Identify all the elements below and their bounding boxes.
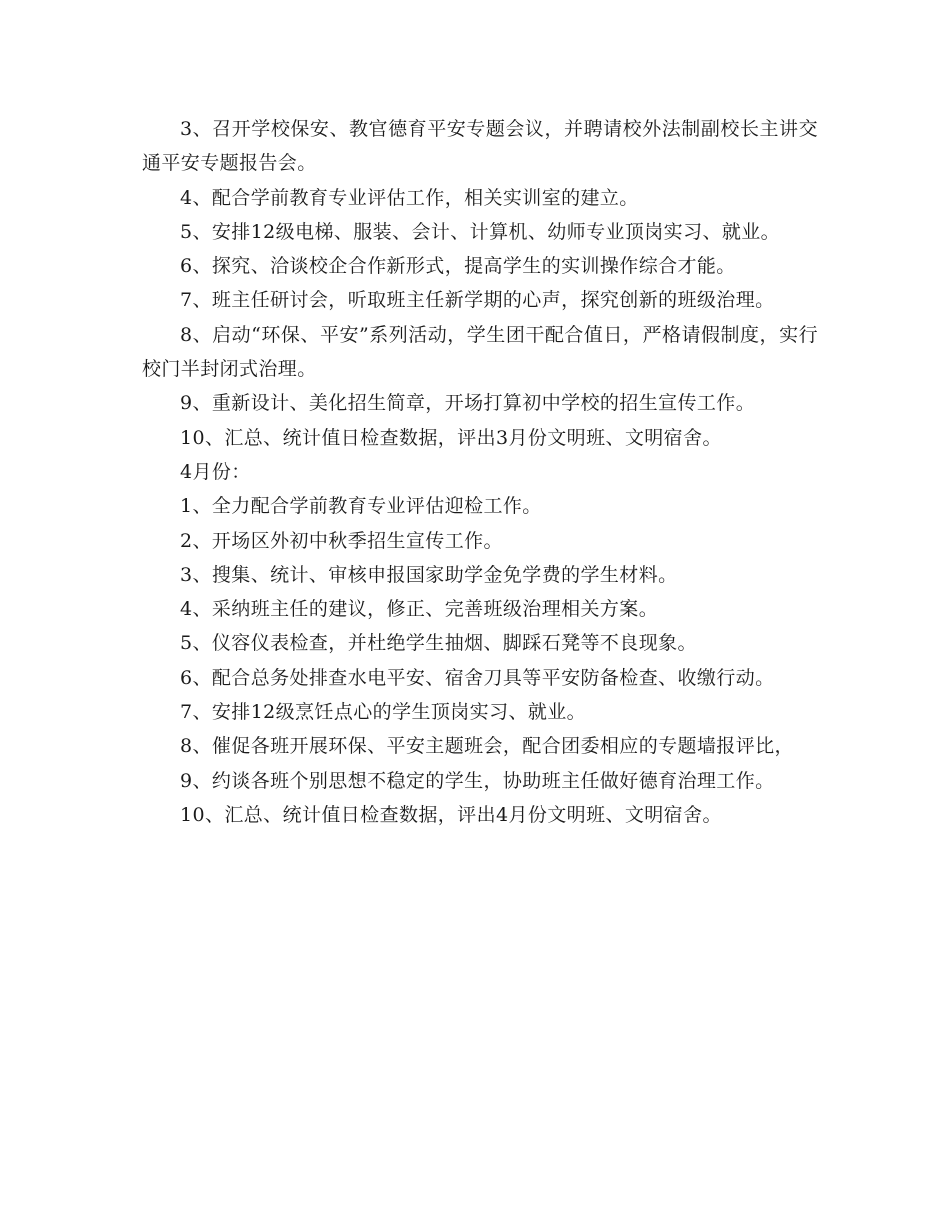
april-item-7: 7、安排12级烹饪点心的学生顶岗实习、就业。 (180, 701, 587, 724)
april-item-2: 2、开场区外初中秋季招生宣传工作。 (180, 529, 503, 552)
april-item-10: 10、汇总、统计值日检查数据，评出4月份文明班、文明宿舍。 (180, 803, 722, 826)
document-body (142, 112, 818, 832)
april-item-1: 1、全力配合学前教育专业评估迎检工作。 (180, 495, 542, 518)
paragraph-item-9: 9、重新设计、美化招生简章，开场打算初中学校的招生宣传工作。 (180, 392, 756, 415)
paragraph-item-7: 7、班主任研讨会，听取班主任新学期的心声，探究创新的班级治理。 (180, 289, 775, 312)
paragraph-item-6: 6、探究、洽谈校企合作新形式，提高学生的实训操作综合才能。 (180, 255, 736, 278)
april-item-3: 3、搜集、统计、审核申报国家助学金免学费的学生材料。 (180, 563, 678, 586)
april-item-5: 5、仪容仪表检查，并杜绝学生抽烟、脚踩石凳等不良现象。 (180, 632, 697, 655)
april-item-4: 4、采纳班主任的建议，修正、完善班级治理相关方案。 (180, 598, 659, 621)
paragraph-item-8: 8、启动“环保、平安”系列活动，学生团干配合值日，严格请假制度，实行校门半封闭式治理。 (142, 323, 818, 381)
paragraph-item-10: 10、汇总、统计值日检查数据，评出3月份文明班、文明宿舍。 (180, 426, 722, 449)
paragraph-item-4: 4、配合学前教育专业评估工作，相关实训室的建立。 (180, 186, 639, 209)
section-heading-april: 4月份： (180, 460, 251, 483)
paragraph-item-3: 3、召开学校保安、教官德育平安专题会议，并聘请校外法制副校长主讲交通平安专题报告会。 (142, 118, 818, 175)
april-item-8: 8、催促各班开展环保、平安主题班会，配合团委相应的专题墙报评比， (180, 735, 794, 758)
paragraph-item-5: 5、安排12级电梯、服装、会计、计算机、幼师专业顶岗实习、就业。 (180, 220, 781, 243)
april-item-6: 6、配合总务处排查水电平安、宿舍刀具等平安防备检查、收缴行动。 (180, 666, 775, 689)
april-item-9: 9、约谈各班个别思想不稳定的学生，协助班主任做好德育治理工作。 (180, 769, 775, 792)
